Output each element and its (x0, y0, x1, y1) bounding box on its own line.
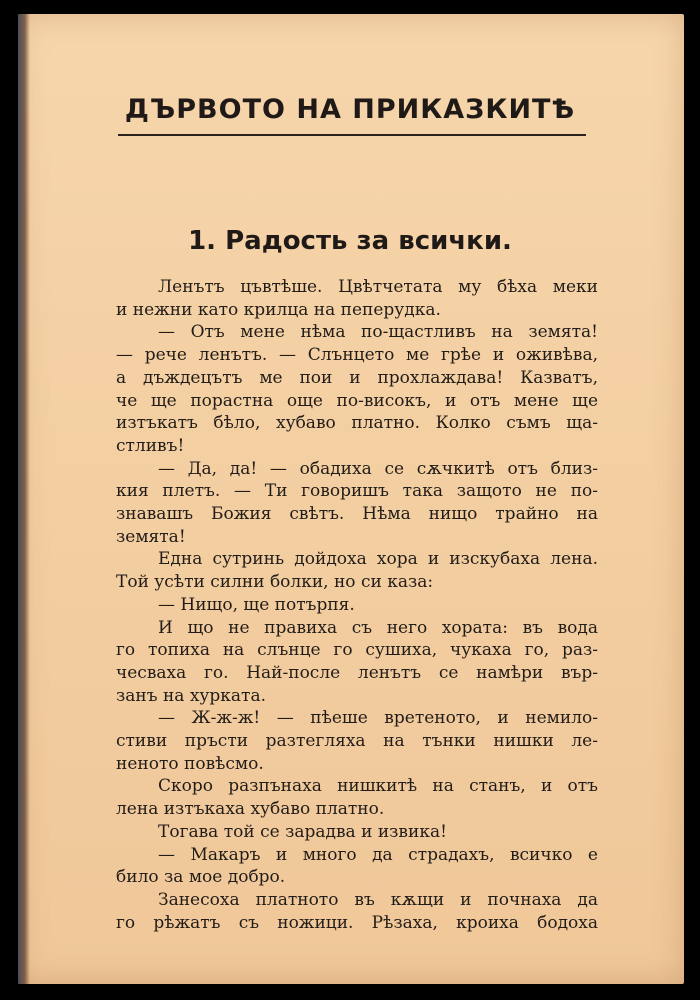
watermark (462, 940, 662, 952)
text-line: — Ж-ж-ж! — пѣеше вретеното, и немило- (158, 708, 598, 729)
text-line: знавашъ Божия свѣтъ. Нѣма нищо трайно на (116, 504, 598, 525)
text-line: неното повѣсмо. (116, 753, 264, 774)
text-line: кия плетъ. — Ти говоришъ така защото не по- (116, 481, 598, 502)
text-line: — Нищо, ще потърпя. (158, 594, 355, 615)
body-text (116, 276, 598, 934)
text-line: Една сутринь дойдоха хора и изскубаха лена. (158, 549, 598, 570)
text-line: и нежни като крилца на пеперудка. (116, 299, 441, 320)
running-title: ДЪРВОТО НА ПРИКАЗКИТѢ (124, 94, 576, 125)
text-line: Занесоха платното въ кѫщи и почнаха да (158, 889, 598, 910)
text-line: земята! (116, 526, 186, 547)
text-line: лена изтъкаха хубаво платно. (116, 799, 385, 820)
text-line: Ленътъ цъвтѣше. Цвѣтчетата му бѣха меки (158, 277, 598, 297)
section-heading: 1. Радость за всички. (188, 226, 512, 256)
text-line: изтъкатъ бѣло, хубаво платно. Колко съмъ ща- (116, 413, 598, 434)
title-underline (118, 134, 586, 136)
text-line: Скоро разпънаха нишкитѣ на станъ, и отъ (158, 776, 598, 797)
text-line: занъ на хурката. (116, 685, 267, 706)
text-line: че ще порастна още по-високъ, и отъ мене ще (116, 390, 598, 411)
text-line: стливъ! (116, 435, 185, 456)
text-line: го рѣжатъ съ ножици. Рѣзаха, кроиха бодоха (116, 912, 598, 933)
text-line: — Макаръ и много да страдахъ, всичко е (158, 844, 598, 865)
text-line: го топиха на слънце го сушиха, чукаха го, раз- (116, 640, 598, 661)
text-line: стиви пръсти разтегляха на тънки нишки ле- (116, 731, 598, 752)
text-line: било за мое добро. (116, 867, 286, 888)
text-line: — Да, да! — обадиха се сѫчкитѣ отъ близ- (158, 458, 598, 479)
text-line: Той усѣти силни болки, но си каза: (116, 572, 434, 593)
text-line: Тогава той се зарадва и извика! (158, 821, 447, 842)
text-line: а дъждецътъ ме пои и прохлаждава! Казватъ, (116, 367, 598, 388)
text-line: чесваха го. Най-после ленътъ се намѣри вър- (116, 662, 598, 683)
text-line: — Отъ мене нѣма по-щастливъ на земята! (158, 322, 598, 343)
text-line: И що не правиха съ него хората: въ вода (158, 617, 598, 638)
book-spine (18, 14, 30, 984)
text-line: — рече ленътъ. — Слънцето ме грѣе и оживѣва, (116, 345, 598, 366)
